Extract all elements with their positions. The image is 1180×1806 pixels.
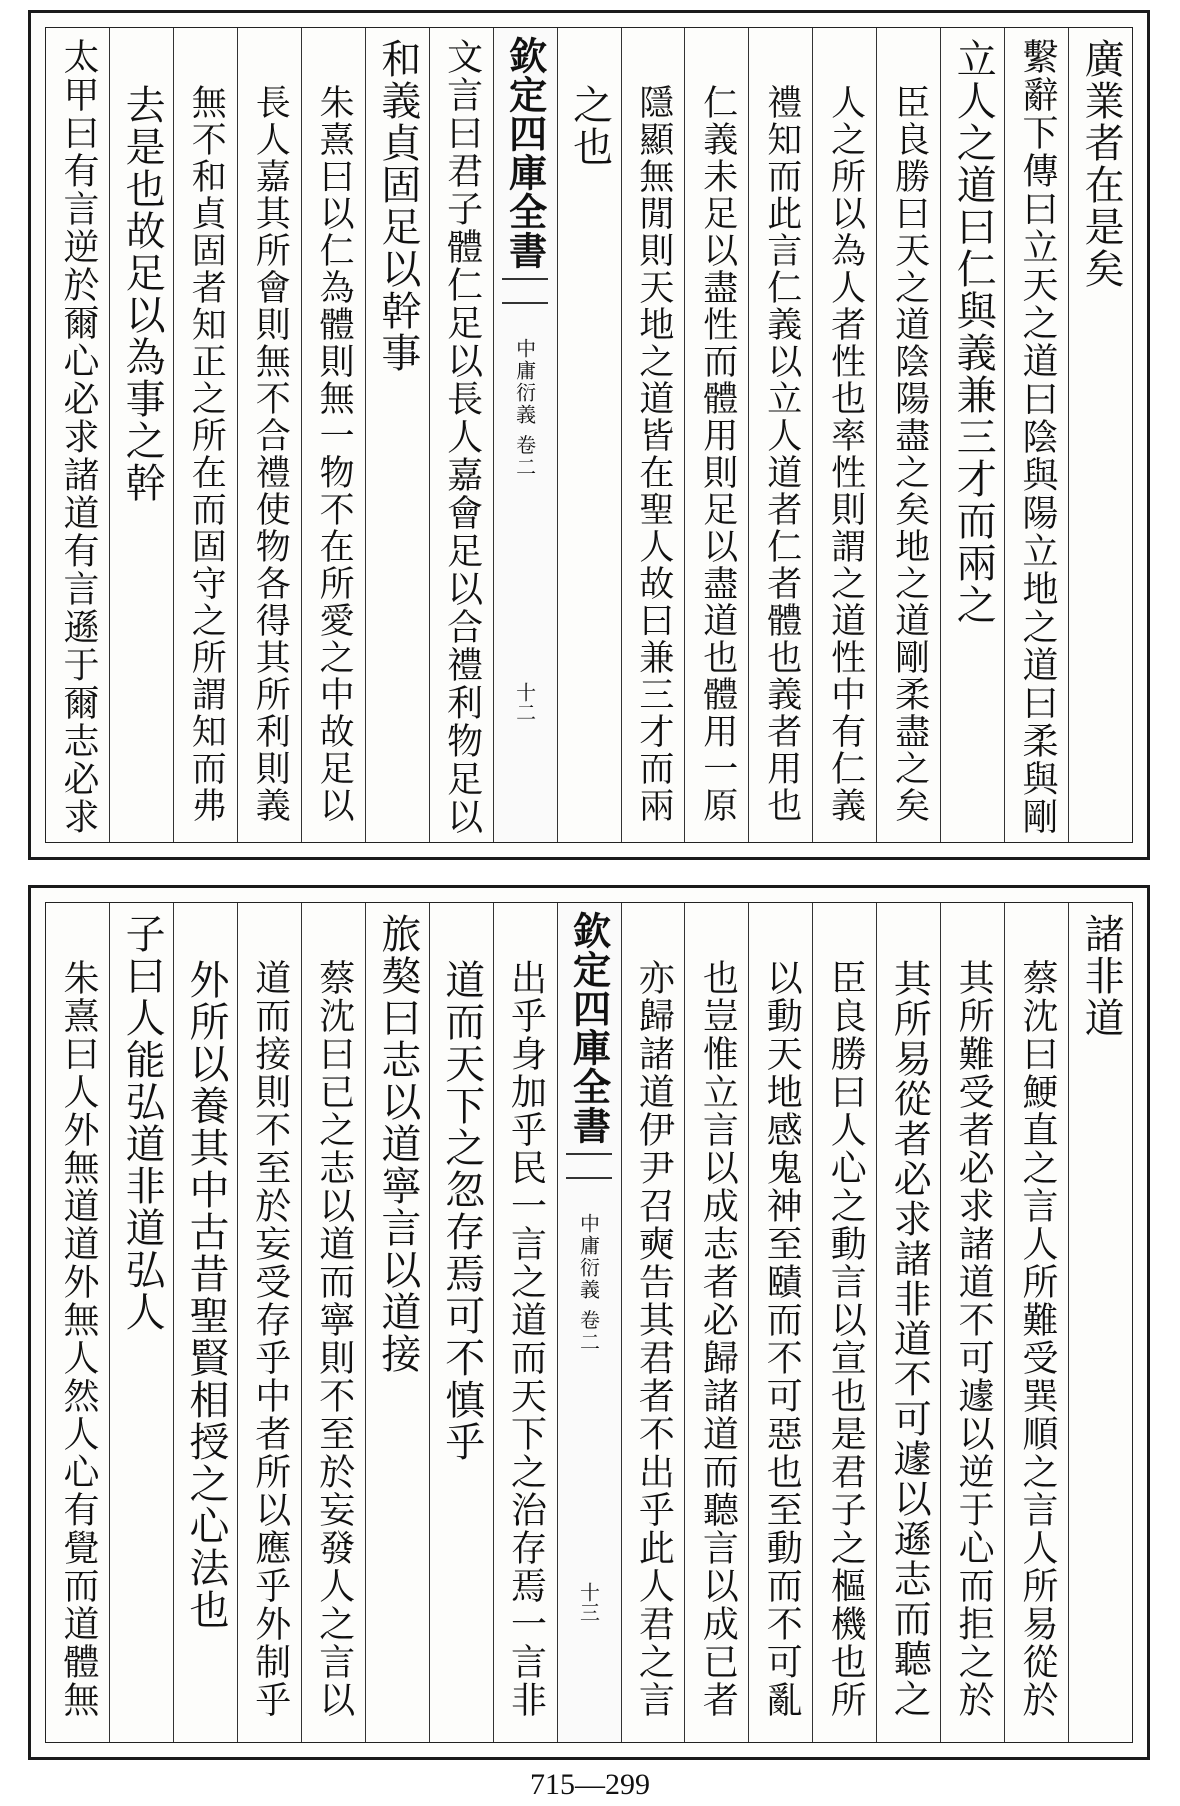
column-text: 道而接則不至於妄受存乎中者所以應乎外制乎 bbox=[249, 959, 291, 1719]
lower-page bbox=[28, 885, 1150, 1760]
column-text: 道而天下之忽存焉可不慎乎 bbox=[438, 959, 485, 1463]
column-text: 臣良勝曰人心之動言以宣也是君子之樞機也所 bbox=[825, 959, 867, 1719]
text-column bbox=[940, 28, 1004, 842]
text-column bbox=[429, 28, 493, 842]
column-text: 外所以養其中古昔聖賢相授之心法也 bbox=[183, 959, 229, 1631]
column-text: 其所易從者必求諸非道不可遽以遜志而聽之 bbox=[887, 959, 932, 1719]
text-column bbox=[237, 903, 301, 1742]
text-column bbox=[365, 903, 429, 1742]
upper-page-frame bbox=[45, 27, 1133, 843]
column-text: 人之所以為人者性也率性則謂之道性中有仁義 bbox=[825, 84, 866, 824]
lower-page-frame bbox=[45, 902, 1133, 1743]
column-text: 朱熹曰以仁為體則無一物不在所愛之中故足以 bbox=[314, 84, 355, 824]
column-text: 臣良勝曰天之道陰陽盡之矣地之道剛柔盡之矣 bbox=[889, 84, 930, 824]
folio-number: 十三 bbox=[576, 1582, 601, 1622]
text-column bbox=[365, 28, 429, 842]
column-text: 文言曰君子體仁足以長人嘉會足以合禮利物足以 bbox=[441, 38, 483, 836]
column-text: 立人之道曰仁與義兼三才而兩之 bbox=[950, 38, 997, 626]
text-column bbox=[301, 903, 365, 1742]
column-text: 隱顯無閒則天地之道皆在聖人故曰兼三才而兩 bbox=[633, 84, 674, 824]
text-column bbox=[173, 28, 237, 842]
text-column bbox=[748, 903, 812, 1742]
column-text: 繫辭下傳曰立天之道曰陰與陽立地之道曰柔與剛 bbox=[1017, 38, 1059, 836]
volume-label: 中庸衍義 卷二 bbox=[576, 1213, 601, 1354]
text-column bbox=[1004, 903, 1068, 1742]
center-fold-column bbox=[493, 28, 557, 842]
column-text: 諸非道 bbox=[1078, 913, 1125, 1039]
column-text: 去是也故足以為事之幹 bbox=[119, 84, 166, 504]
column-text: 仁義未足以盡性而體用則足以盡道也體用一原 bbox=[697, 84, 738, 824]
text-column bbox=[237, 28, 301, 842]
column-text: 亦歸諸道伊尹召奭告其君者不出乎此人君之言 bbox=[633, 959, 675, 1719]
column-text: 其所難受者必求諸道不可遽以逆于心而拒之於 bbox=[953, 959, 995, 1719]
book-title: 欽定四庫全書 bbox=[502, 36, 548, 270]
text-column bbox=[46, 903, 109, 1742]
text-column bbox=[1068, 903, 1132, 1742]
column-text: 旅獒曰志以道寧言以道接 bbox=[374, 913, 421, 1375]
folio-number: 十二 bbox=[512, 682, 537, 722]
text-column bbox=[812, 28, 876, 842]
fishtail-mark-icon bbox=[566, 1153, 612, 1179]
text-column bbox=[748, 28, 812, 842]
upper-text-columns bbox=[46, 28, 1132, 842]
center-fold-column bbox=[557, 903, 621, 1742]
text-column bbox=[301, 28, 365, 842]
text-column bbox=[684, 28, 748, 842]
column-text: 蔡沈曰已之志以道而寧則不至於妄發人之言以 bbox=[313, 959, 355, 1719]
book-title: 欽定四庫全書 bbox=[566, 911, 612, 1145]
text-column bbox=[876, 28, 940, 842]
column-text: 蔡沈曰鯁直之言人所難受巽順之言人所易從於 bbox=[1017, 959, 1059, 1719]
text-column bbox=[876, 903, 940, 1742]
lower-text-columns bbox=[46, 903, 1132, 1742]
text-column bbox=[557, 28, 621, 842]
text-column bbox=[812, 903, 876, 1742]
text-column bbox=[109, 28, 173, 842]
text-column bbox=[621, 28, 685, 842]
column-text: 長人嘉其所會則無不合禮使物各得其所利則義 bbox=[250, 84, 291, 824]
column-text: 朱熹曰人外無道道外無人然人心有覺而道體無 bbox=[57, 959, 99, 1719]
text-column bbox=[1004, 28, 1068, 842]
volume-label: 中庸衍義 卷二 bbox=[512, 338, 537, 479]
column-text: 之也 bbox=[566, 84, 613, 168]
text-column bbox=[684, 903, 748, 1742]
column-text: 禮知而此言仁義以立人道者仁者體也義者用也 bbox=[761, 84, 802, 824]
column-text: 也豈惟立言以成志者必歸諸道而聽言以成已者 bbox=[697, 959, 739, 1719]
text-column bbox=[429, 903, 493, 1742]
column-text: 太甲曰有言逆於爾心必求諸道有言遜于爾志必求 bbox=[57, 38, 99, 836]
column-text: 無不和貞固者知正之所在而固守之所謂知而弗 bbox=[186, 84, 227, 824]
column-text: 和義貞固足以幹事 bbox=[374, 38, 421, 374]
text-column bbox=[109, 903, 173, 1742]
page-number-footer: 715—299 bbox=[530, 1768, 650, 1801]
upper-page bbox=[28, 10, 1150, 860]
fishtail-mark-icon bbox=[502, 278, 548, 304]
text-column bbox=[621, 903, 685, 1742]
column-text: 出乎身加乎民一言之道而天下之治存焉一言非 bbox=[505, 959, 547, 1719]
column-text: 子曰人能弘道非道弘人 bbox=[119, 913, 166, 1333]
text-column bbox=[46, 28, 109, 842]
text-column bbox=[1068, 28, 1132, 842]
text-column bbox=[173, 903, 237, 1742]
column-text: 以動天地感鬼神至賾而不可惡也至動而不可亂 bbox=[761, 959, 803, 1719]
text-column bbox=[940, 903, 1004, 1742]
text-column bbox=[493, 903, 557, 1742]
column-text: 廣業者在是矣 bbox=[1078, 38, 1125, 290]
